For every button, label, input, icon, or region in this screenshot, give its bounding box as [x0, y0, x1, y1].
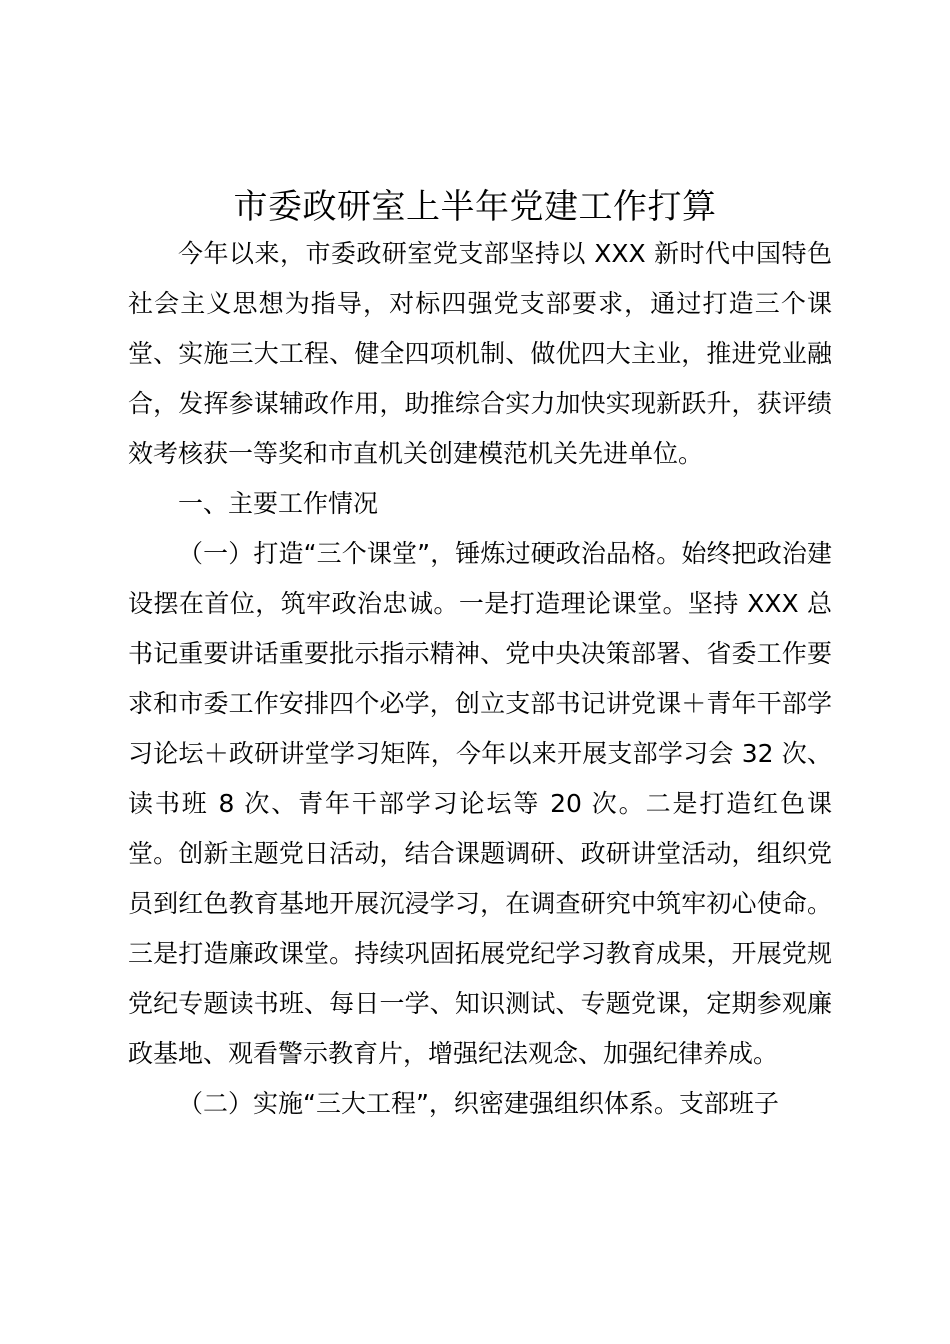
document-title: 市委政研室上半年党建工作打算	[233, 187, 717, 227]
intro-paragraph: 今年以来，市委政研室党支部坚持以 XXX 新时代中国特色社会主义思想为指导，对标四强党支部要求，通过打造三个课堂、实施三大工程、健全四项机制、做优四大主业，推进党业融合，发挥参谋辅政作用，助推综合实力加快实现新跃升，获评绩效考核获一等奖和市直机关创建模范机关先进单位。	[128, 239, 832, 468]
section-heading: 一、主要工作情况	[178, 489, 379, 518]
subsection-two-paragraph: （二）实施“三大工程”，织密建强组织体系。支部班子	[178, 1089, 779, 1118]
subsection-one-paragraph: （一）打造“三个课堂”，锤炼过硬政治品格。始终把政治建设摆在首位，筑牢政治忠诚。一是打造理论课堂。坚持 XXX 总书记重要讲话重要批示指示精神、党中央决策部署、省委工作要求和市委工作安排四个必学，创立支部书记讲党课＋青年干部学习论坛＋政研讲堂学习矩阵，今年以来开展支部学习会 32 次、读书班 8 次、青年干部学习论坛等 20 次。二是打造红色课堂。创新主题党日活动，结合课题调研、政研讲堂活动，组织党员到红色教育基地开展沉浸学习，在调查研究中筑牢初心使命。三是打造廉政课堂。持续巩固拓展党纪学习教育成果，开展党规党纪专题读书班、每日一学、知识测试、专题党课，定期参观廉政基地、观看警示教育片，增强纪法观念、加强纪律养成。	[128, 539, 832, 1068]
document-body	[128, 229, 832, 1129]
